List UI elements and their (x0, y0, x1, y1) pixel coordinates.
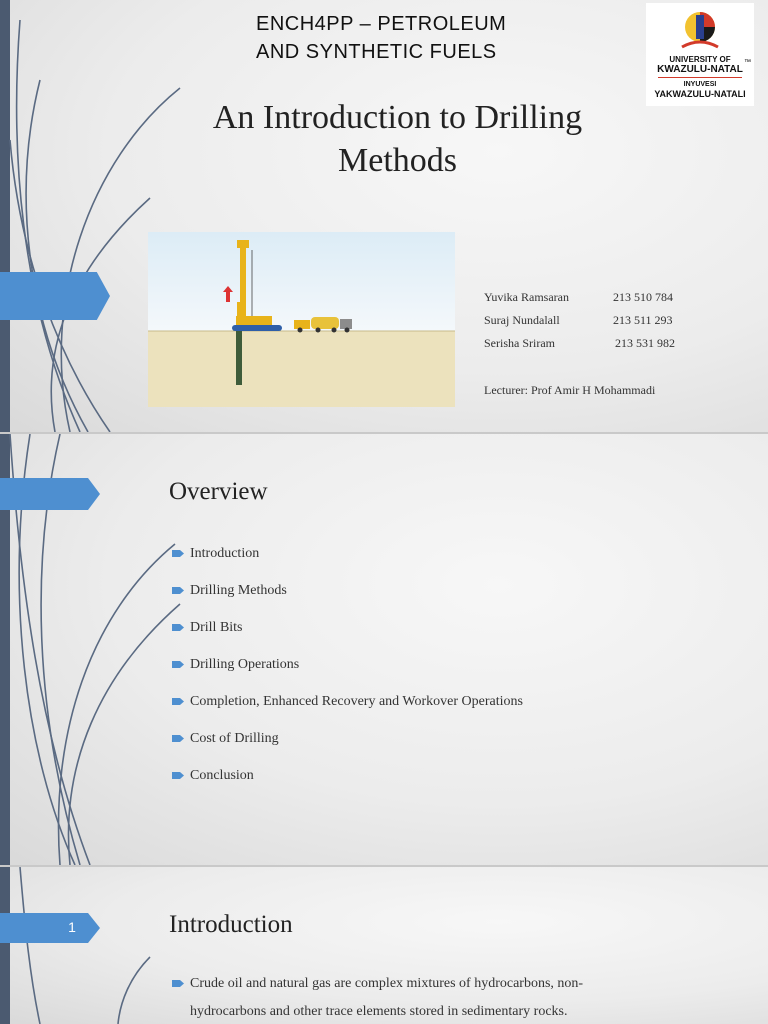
slide-number-arrow (0, 913, 100, 943)
course-line-2: AND SYNTHETIC FUELS (256, 41, 497, 63)
arrow-bullet-icon (172, 661, 184, 668)
logo-text-line4: YAKWAZULU-NATALI (654, 89, 746, 99)
arrow-bullet-icon (172, 980, 184, 987)
overview-list (172, 546, 523, 805)
title-line-2: Methods (338, 142, 457, 179)
list-item[interactable]: Conclusion (172, 768, 523, 805)
title-slide[interactable] (0, 0, 768, 432)
slide-arrow-marker (0, 478, 100, 510)
student-number: 213 511 293 (613, 313, 673, 327)
presentation-title (170, 96, 625, 182)
logo-divider (658, 77, 742, 78)
arrow-bullet-icon (172, 624, 184, 631)
list-item[interactable]: Drilling Methods (172, 583, 523, 620)
slide-number: 1 (68, 919, 76, 935)
introduction-bullet (172, 970, 583, 1024)
title-line-1: An Introduction to Drilling (212, 99, 583, 136)
university-logo (646, 3, 754, 106)
introduction-heading: Introduction (169, 911, 293, 938)
arrow-bullet-icon (172, 735, 184, 742)
arrow-bullet-icon (172, 698, 184, 705)
decorative-swoosh (0, 867, 200, 1024)
student-number: 213 531 982 (615, 336, 675, 350)
list-item[interactable]: Drill Bits (172, 620, 523, 657)
introduction-slide[interactable] (0, 867, 768, 1024)
drilling-rig-illustration (148, 232, 455, 407)
logo-text-line3: INYUVESI (683, 81, 717, 88)
ukzn-crest-icon (646, 3, 754, 53)
logo-text-line2: KWAZULU-NATAL (657, 64, 743, 75)
list-item[interactable]: Completion, Enhanced Recovery and Workover Operations (172, 694, 523, 731)
overview-heading: Overview (169, 478, 268, 505)
member-name: Yuvika Ramsaran (484, 290, 569, 304)
list-item[interactable]: Introduction (172, 546, 523, 583)
arrow-bullet-icon (172, 587, 184, 594)
arrow-bullet-icon (172, 550, 184, 557)
bullet-line: hydrocarbons and other trace elements stored in sedimentary rocks. (190, 1004, 568, 1019)
student-number: 213 510 784 (613, 290, 673, 304)
slide-arrow-marker (0, 272, 110, 320)
list-item[interactable]: Cost of Drilling (172, 731, 523, 768)
course-line-1: ENCH4PP – PETROLEUM (256, 13, 507, 35)
bullet-line: Crude oil and natural gas are complex mixtures of hydrocarbons, non- (172, 970, 583, 998)
overview-slide[interactable] (0, 434, 768, 865)
list-item[interactable]: Drilling Operations (172, 657, 523, 694)
logo-text-line1: UNIVERSITY OF (669, 55, 731, 64)
arrow-bullet-icon (172, 772, 184, 779)
member-name: Suraj Nundalall (484, 313, 560, 327)
lecturer-name: Lecturer: Prof Amir H Mohammadi (484, 383, 656, 397)
logo-trademark: ™ (744, 59, 751, 66)
member-name: Serisha Sriram (484, 336, 555, 350)
course-title (256, 10, 506, 66)
